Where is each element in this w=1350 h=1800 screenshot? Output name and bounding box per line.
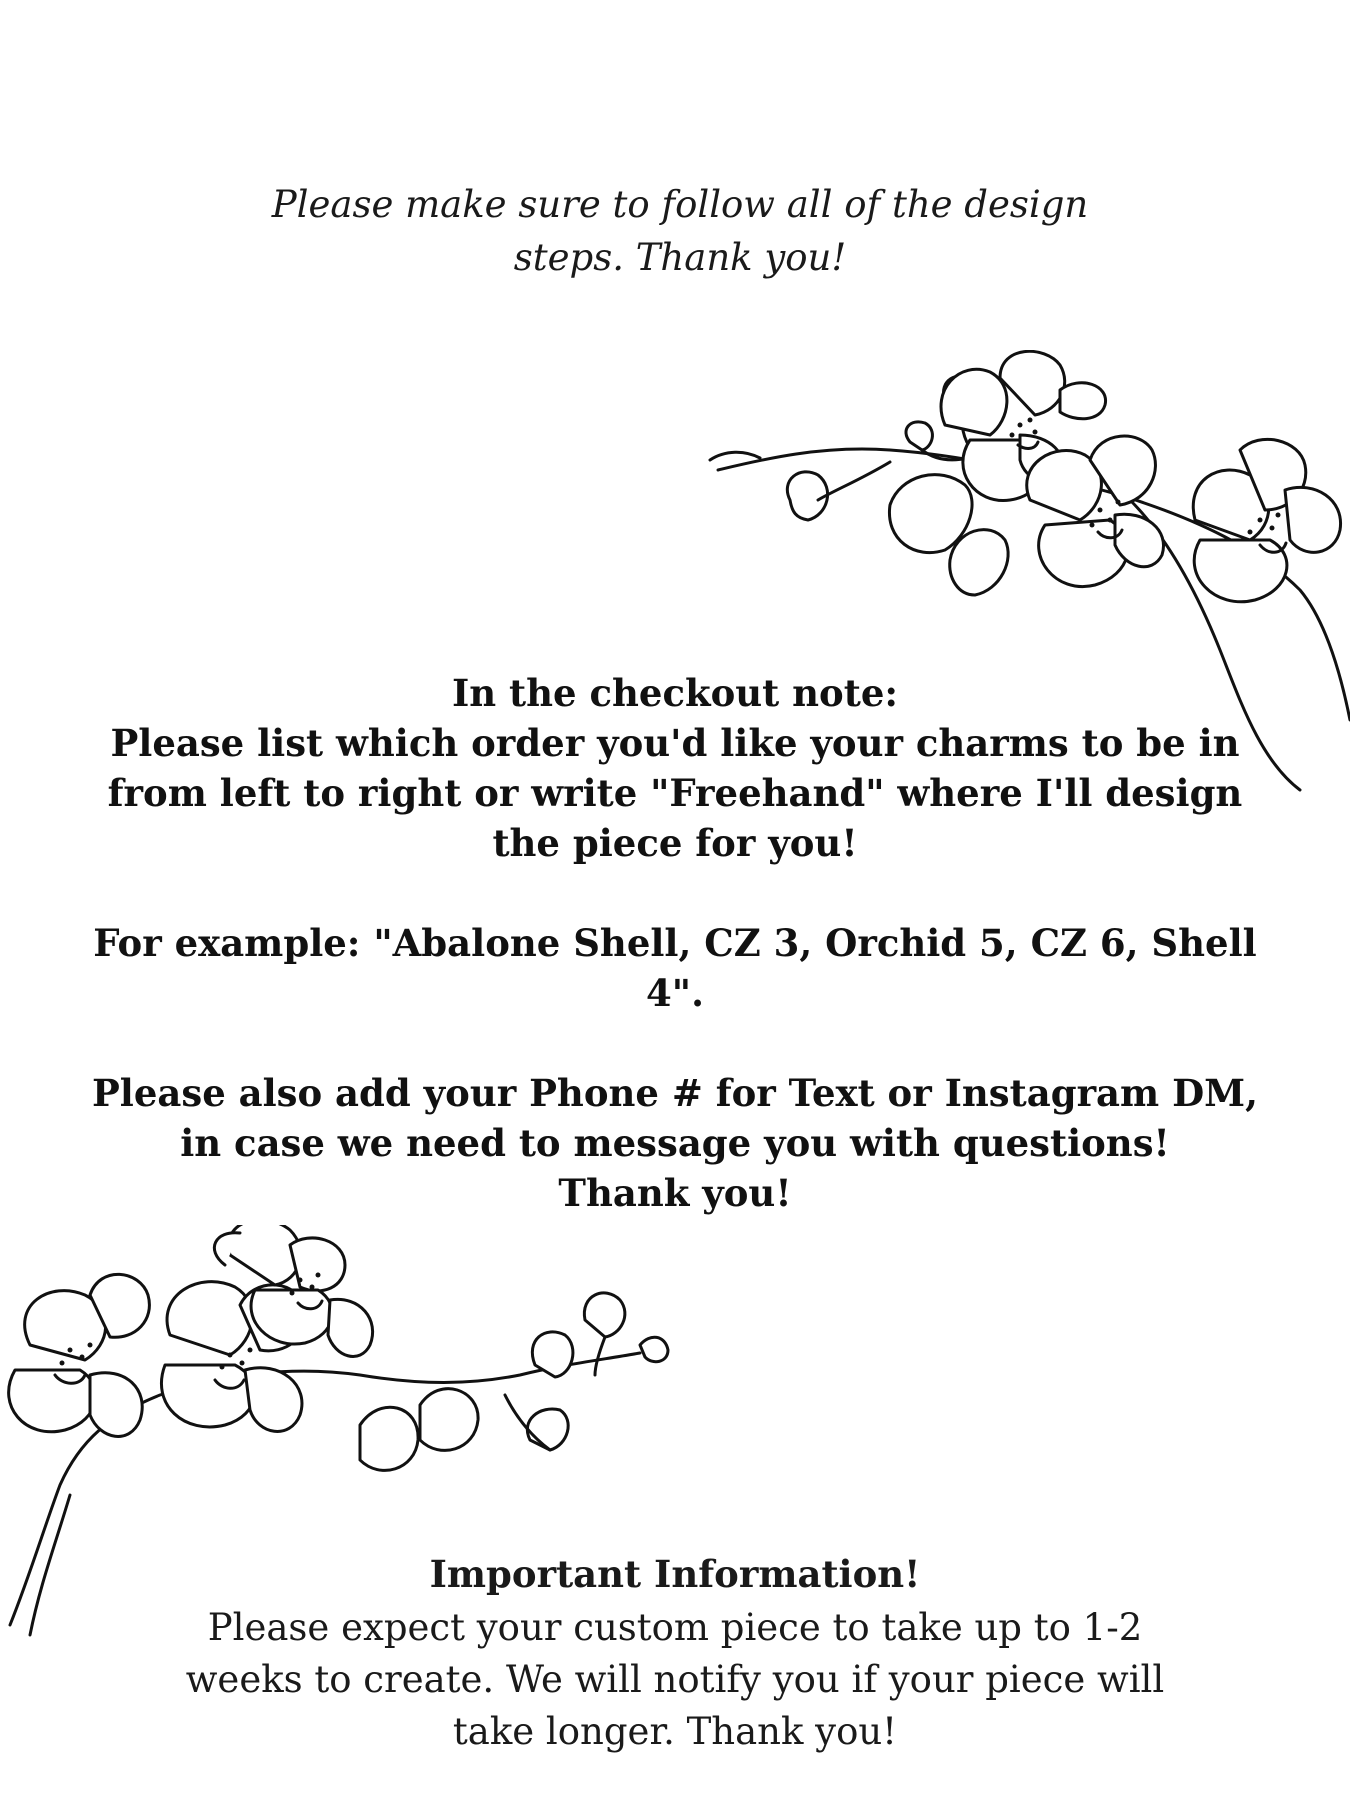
checkout-note-example: For example: "Abalone Shell, CZ 3, Orchid 5, CZ 6, Shell 4".: [93, 921, 1257, 1015]
checkout-note-instructions: Please list which order you'd like your charms to be in from left to right or write "Freehand" where I'll design the piece for you!: [107, 721, 1243, 865]
important-information-section: [160, 1548, 1190, 1758]
intro-note: Please make sure to follow all of the design steps. Thank you!: [271, 183, 1089, 279]
checkout-note-contact: Please also add your Phone # for Text or Instagram DM, in case we need to message you with questions!: [91, 1071, 1258, 1165]
important-information-heading: Important Information!: [429, 1552, 921, 1596]
checkout-note-section: [90, 668, 1260, 1218]
checkout-note-thanks: Thank you!: [558, 1171, 792, 1215]
checkout-note-heading: In the checkout note:: [451, 671, 899, 715]
important-information-body: Please expect your custom piece to take up to 1-2 weeks to create. We will notify you if your piece will take longer. Thank you!: [185, 1606, 1165, 1753]
